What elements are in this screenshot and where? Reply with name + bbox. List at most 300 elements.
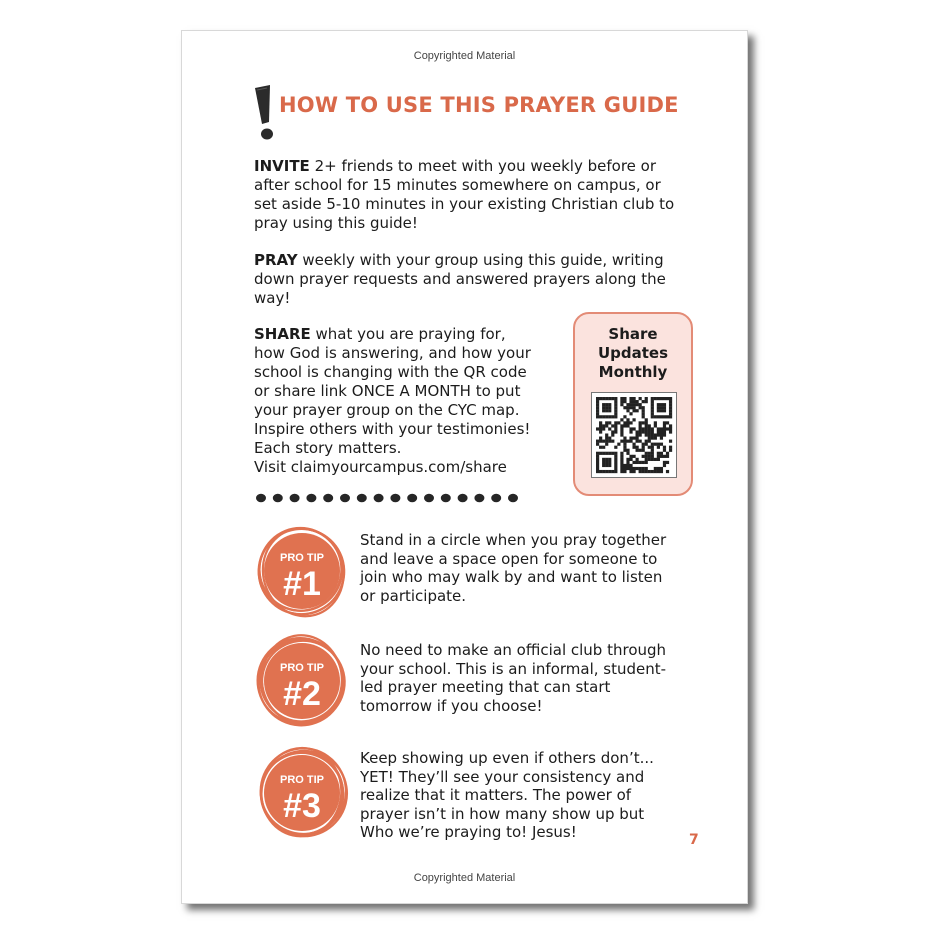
tip-line: Who we’re praying to! Jesus! [360,823,577,841]
share-updates-box [573,312,693,496]
qr-module [611,433,614,436]
qr-module [632,403,635,406]
qr-module [596,403,599,406]
qr-module [611,415,614,418]
qr-module [651,409,654,412]
qr-module [602,470,605,473]
qr-module [648,452,651,455]
qr-module [605,421,608,424]
divider-dot [407,494,417,503]
divider-dot [441,494,451,503]
qr-module [608,421,611,424]
qr-module [596,461,599,464]
pray-paragraph [254,251,714,308]
qr-module [651,437,654,440]
qr-module [596,464,599,467]
qr-module [632,437,635,440]
qr-module [617,421,620,424]
qr-module [614,397,617,400]
qr-module [614,467,617,470]
qr-module [651,446,654,449]
pro-tip-badge-1 [254,523,350,619]
qr-module [645,452,648,455]
qr-module [636,467,639,470]
tip-line: your school. This is an informal, student- [360,659,667,678]
qr-module [623,424,626,427]
qr-module [626,409,629,412]
qr-module [660,397,663,400]
qr-module [620,440,623,443]
qr-module [632,400,635,403]
qr-module [599,440,602,443]
qr-module [657,452,660,455]
qr-module [645,427,648,430]
qr-module [639,424,642,427]
qr-module [608,452,611,455]
qr-module [620,461,623,464]
qr-module [605,458,608,461]
tip-line: YET! They’ll see your consistency and [360,767,645,786]
qr-module [648,458,651,461]
qr-module [596,455,599,458]
qr-module [636,403,639,406]
qr-module [596,412,599,415]
qr-module [666,461,669,464]
qr-module [596,440,599,443]
tip-line: join who may walk by and want to listen [360,568,663,586]
qr-module [614,421,617,424]
qr-module [596,409,599,412]
qr-module [648,433,651,436]
qr-module [611,470,614,473]
qr-module [663,415,666,418]
qr-module [645,397,648,400]
qr-module [639,470,642,473]
qr-module [629,464,632,467]
tip-line: and leave a space open for someone to [360,549,658,568]
qr-module [663,406,666,409]
qr-module [599,437,602,440]
qr-module [623,443,626,446]
qr-module [654,437,657,440]
invite-lead: INVITE [254,157,310,175]
qr-module [639,427,642,430]
qr-module [626,418,629,421]
qr-module [636,437,639,440]
qr-module [639,397,642,400]
qr-module [645,455,648,458]
qr-module [602,464,605,467]
qr-module [602,424,605,427]
qr-module [669,409,672,412]
qr-module [614,427,617,430]
qr-module [623,446,626,449]
qr-module [648,430,651,433]
share-line: how God is answering, and how your [254,344,531,362]
invite-line: 2+ friends to meet with you weekly before or [309,157,656,175]
qr-module [639,461,642,464]
qr-module [645,461,648,464]
qr-module [642,406,645,409]
copyright-notice-top: Copyrighted Material [413,50,516,62]
qr-module [654,458,657,461]
qr-module [654,421,657,424]
pro-tip-text-1 [360,531,695,605]
pro-tip-badge-2 [254,633,350,729]
qr-module [614,406,617,409]
share-line: your prayer group on the CYC map. [254,401,520,419]
qr-module [629,406,632,409]
qr-module [605,440,608,443]
qr-code-icon [592,393,676,477]
qr-module [626,449,629,452]
qr-module [632,455,635,458]
qr-module [608,403,611,406]
share-paragraph [254,325,554,477]
qr-module [666,455,669,458]
qr-module [645,430,648,433]
qr-module [629,412,632,415]
qr-module [651,449,654,452]
qr-module [669,449,672,452]
qr-module [620,400,623,403]
qr-module [596,443,599,446]
qr-module [605,409,608,412]
qr-module [660,437,663,440]
qr-module [614,458,617,461]
qr-module [632,427,635,430]
qr-module [636,458,639,461]
qr-code[interactable] [591,392,677,478]
qr-module [629,421,632,424]
qr-module [623,449,626,452]
qr-module [623,397,626,400]
qr-module [657,470,660,473]
qr-module [620,403,623,406]
qr-module [626,452,629,455]
qr-module [614,430,617,433]
qr-module [629,427,632,430]
qr-module [666,415,669,418]
qr-module [602,406,605,409]
qr-module [639,406,642,409]
pray-lead: PRAY [254,251,298,269]
exclamation-icon [252,84,278,142]
qr-module [666,470,669,473]
qr-module [596,458,599,461]
divider-dot [340,494,350,503]
qr-module [614,455,617,458]
qr-module [639,403,642,406]
qr-module [629,467,632,470]
qr-module [639,430,642,433]
invite-line: pray using this guide! [254,214,418,232]
qr-module [620,427,623,430]
qr-module [666,397,669,400]
tip-line: prayer isn’t in how many show up but [360,804,645,823]
qr-module [651,412,654,415]
qr-module [620,470,623,473]
qr-module [645,440,648,443]
qr-module [636,446,639,449]
qr-module [629,400,632,403]
qr-module [629,403,632,406]
share-box-title-line: Updates [597,344,669,362]
qr-module [648,424,651,427]
qr-module [663,409,666,412]
share-box-title [575,325,691,382]
qr-module [657,397,660,400]
qr-module [626,467,629,470]
qr-module [632,461,635,464]
qr-module [648,455,651,458]
qr-module [657,403,660,406]
pro-tip-badge-3 [254,745,350,841]
share-link-line[interactable]: Visit claimyourcampus.com/share [254,458,507,476]
divider-dot [374,494,384,503]
qr-module [654,470,657,473]
qr-module [608,406,611,409]
qr-module [669,430,672,433]
qr-module [636,461,639,464]
divider-dot [290,494,300,503]
qr-module [663,433,666,436]
qr-module [596,470,599,473]
qr-module [666,427,669,430]
copyright-notice-bottom: Copyrighted Material [413,872,516,884]
qr-module [632,418,635,421]
share-lead: SHARE [254,325,311,343]
qr-module [636,449,639,452]
qr-module [623,440,626,443]
qr-module [645,421,648,424]
qr-module [660,443,663,446]
qr-module [623,437,626,440]
qr-module [596,452,599,455]
qr-module [663,421,666,424]
qr-module [632,409,635,412]
qr-module [614,400,617,403]
qr-module [669,440,672,443]
qr-module [623,470,626,473]
qr-module [654,424,657,427]
qr-module [608,464,611,467]
qr-module [663,424,666,427]
qr-module [626,440,629,443]
qr-module [657,458,660,461]
qr-module [657,433,660,436]
qr-module [632,467,635,470]
qr-module [648,470,651,473]
qr-module [636,433,639,436]
qr-module [608,461,611,464]
qr-module [599,427,602,430]
qr-module [632,406,635,409]
qr-module [608,440,611,443]
qr-module [629,470,632,473]
qr-module [654,443,657,446]
qr-module [608,437,611,440]
qr-module [642,412,645,415]
qr-module [645,400,648,403]
qr-module [642,430,645,433]
qr-module [642,400,645,403]
qr-module [636,440,639,443]
qr-module [623,406,626,409]
qr-module [657,443,660,446]
qr-module [657,415,660,418]
qr-module [642,443,645,446]
qr-module [645,470,648,473]
qr-module [605,424,608,427]
qr-module [599,415,602,418]
qr-module [605,415,608,418]
qr-module [602,397,605,400]
qr-module [632,470,635,473]
qr-module [611,452,614,455]
divider-dot [424,494,434,503]
qr-module [632,397,635,400]
qr-module [608,409,611,412]
share-box-title-line: Share [608,325,658,343]
qr-module [596,400,599,403]
tip-line: No need to make an official club through [360,641,667,659]
qr-module [626,406,629,409]
qr-module [605,437,608,440]
tip-line: Stand in a circle when you pray together [360,531,667,549]
qr-module [663,464,666,467]
qr-module [623,467,626,470]
qr-module [648,440,651,443]
qr-module [642,461,645,464]
qr-module [614,415,617,418]
qr-module [639,440,642,443]
qr-module [660,427,663,430]
qr-module [669,412,672,415]
qr-module [605,461,608,464]
qr-module [651,397,654,400]
qr-module [602,440,605,443]
qr-module [614,424,617,427]
pro-tip-label: PRO TIP [279,662,325,674]
qr-module [596,406,599,409]
page-number: 7 [689,832,699,848]
qr-module [660,403,663,406]
qr-module [642,449,645,452]
qr-module [651,406,654,409]
qr-module [666,452,669,455]
qr-module [632,443,635,446]
qr-module [626,461,629,464]
qr-module [620,458,623,461]
qr-module [654,415,657,418]
qr-module [657,427,660,430]
qr-module [642,455,645,458]
page-title: HOW TO USE THIS PRAYER GUIDE [279,93,679,117]
qr-module [642,415,645,418]
pro-tip-text-3 [360,749,695,842]
qr-module [639,467,642,470]
qr-module [614,461,617,464]
qr-module [657,406,660,409]
qr-module [611,430,614,433]
qr-module [623,421,626,424]
qr-module [608,470,611,473]
qr-module [605,452,608,455]
qr-module [636,409,639,412]
qr-module [614,403,617,406]
pro-tip-number: #1 [283,565,321,603]
qr-module [602,415,605,418]
qr-module [626,421,629,424]
qr-module [642,446,645,449]
qr-module [620,464,623,467]
invite-line: set aside 5-10 minutes in your existing Christian club to [254,195,675,213]
share-line: what you are praying for, [310,325,506,343]
qr-module [620,430,623,433]
qr-module [642,421,645,424]
pro-tip-text-2 [360,641,695,715]
qr-module [611,440,614,443]
invite-line: after school for 15 minutes somewhere on campus, or [254,176,661,194]
qr-module [651,430,654,433]
qr-module [620,452,623,455]
qr-module [602,409,605,412]
qr-module [651,400,654,403]
qr-module [669,406,672,409]
qr-module [660,467,663,470]
qr-module [657,430,660,433]
qr-module [669,427,672,430]
tip-line: led prayer meeting that can start [360,678,611,696]
qr-module [642,409,645,412]
qr-module [648,427,651,430]
qr-module [669,397,672,400]
qr-module [636,430,639,433]
qr-module [614,470,617,473]
qr-module [651,452,654,455]
qr-module [629,440,632,443]
qr-module [660,409,663,412]
qr-module [608,458,611,461]
qr-module [660,452,663,455]
qr-module [642,467,645,470]
qr-module [669,400,672,403]
qr-module [651,427,654,430]
qr-module [651,403,654,406]
qr-module [639,433,642,436]
pray-line: weekly with your group using this guide, writing [297,251,664,269]
qr-module [605,403,608,406]
divider-dot [458,494,468,503]
qr-module [623,415,626,418]
book-page [181,30,748,904]
share-line: or share link ONCE A MONTH to put [254,382,521,400]
qr-module [596,467,599,470]
qr-module [660,470,663,473]
tip-line: realize that it matters. The power of [360,786,632,804]
qr-module [669,403,672,406]
qr-module [599,452,602,455]
qr-module [614,446,617,449]
qr-module [605,470,608,473]
qr-module [645,433,648,436]
qr-module [629,455,632,458]
qr-module [614,464,617,467]
qr-module [660,433,663,436]
qr-module [629,430,632,433]
qr-module [605,397,608,400]
